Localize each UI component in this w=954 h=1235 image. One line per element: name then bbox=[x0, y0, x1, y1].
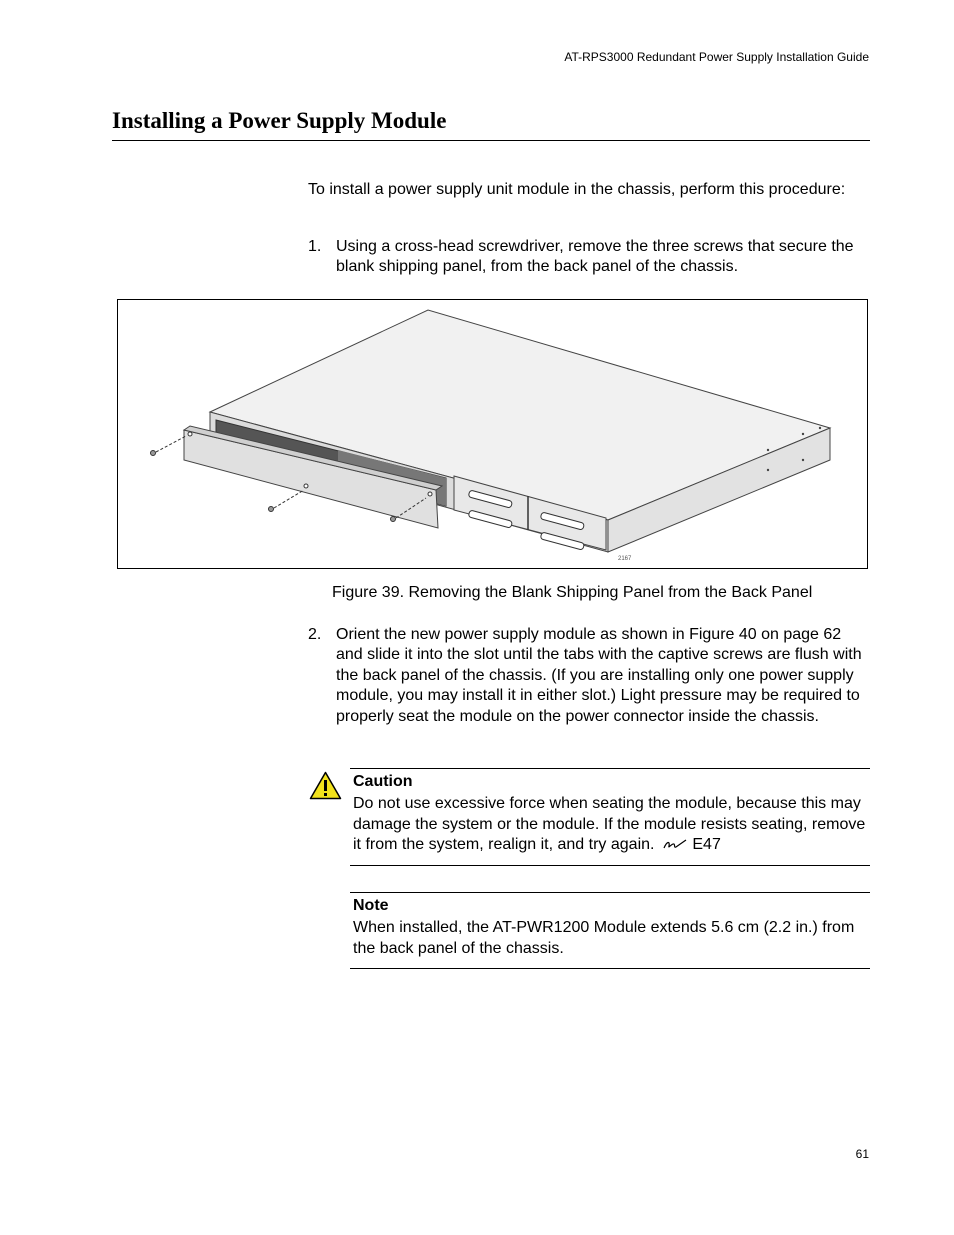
caution-text: Do not use excessive force when seating the module, because this may damage the system or the module. If the module resists seating, remove it from the system, realign it, and try again. bbox=[353, 795, 866, 854]
note-bottom-rule bbox=[350, 968, 870, 969]
caution-top-rule bbox=[350, 768, 870, 769]
intro-paragraph: To install a power supply unit module in the chassis, perform this procedure: bbox=[308, 181, 846, 198]
caution-box bbox=[350, 768, 870, 866]
step-number: 1. bbox=[308, 238, 322, 255]
step-1 bbox=[308, 237, 868, 278]
chassis-illustration bbox=[118, 300, 869, 570]
caution-code: E47 bbox=[692, 836, 721, 854]
step-text: Orient the new power supply module as shown in Figure 40 on page 62 and slide it into the slot until the tabs with the captive screws are flush with the back panel of the chassis. (If you are installing only one power supply module, you may install it in either slot.) Light pressure may be required to properly seat the module on the power connector inside the chassis. bbox=[336, 626, 862, 725]
page-number: 61 bbox=[855, 1147, 869, 1161]
note-box bbox=[350, 892, 870, 969]
note-text: When installed, the AT-PWR1200 Module extends 5.6 cm (2.2 in.) from the back panel of the chassis. bbox=[353, 919, 855, 957]
signature-icon bbox=[662, 837, 688, 851]
warning-triangle-icon bbox=[309, 771, 342, 800]
step-2 bbox=[308, 625, 868, 727]
step-text: Using a cross-head screwdriver, remove the three screws that secure the blank shipping panel, from the back panel of the chassis. bbox=[336, 238, 854, 276]
note-heading: Note bbox=[353, 897, 389, 914]
caution-text-block bbox=[353, 794, 870, 864]
section-title: Installing a Power Supply Module bbox=[112, 108, 447, 133]
figure-caption: Figure 39. Removing the Blank Shipping Panel from the Back Panel bbox=[332, 584, 813, 601]
figure-art-id: 2167 bbox=[618, 556, 632, 562]
caution-bottom-rule bbox=[350, 865, 870, 866]
running-header: AT-RPS3000 Redundant Power Supply Installation Guide bbox=[564, 50, 869, 64]
note-top-rule bbox=[350, 892, 870, 893]
title-rule bbox=[112, 140, 870, 141]
step-number: 2. bbox=[308, 626, 322, 643]
figure-39 bbox=[117, 299, 868, 569]
caution-heading: Caution bbox=[353, 773, 413, 790]
